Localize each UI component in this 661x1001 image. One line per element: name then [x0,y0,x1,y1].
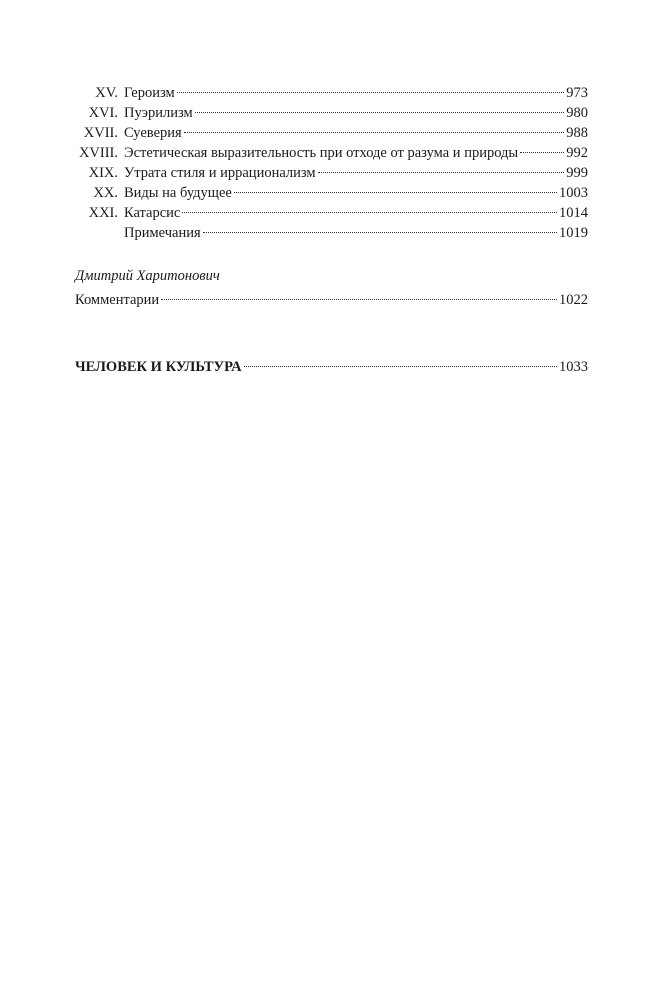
dot-leader [182,212,557,213]
chapter-number: XIX. [88,165,118,181]
dot-leader [195,112,565,113]
chapter-number: XVI. [88,105,118,121]
page-number: 1019 [559,225,588,241]
chapter-title: Эстетическая выразительность при отходе от разума и природы [124,145,519,161]
page-number: 1022 [559,292,588,308]
chapter-title: Пуэрилизм [124,105,193,121]
chapter-title: Катарсис [124,205,181,221]
chapter-title: Героизм [124,85,175,101]
page-number: 988 [566,125,588,141]
dot-leader [244,366,557,367]
toc-entry [75,83,588,103]
chapter-title: Суеверия [124,125,182,141]
page-number: 992 [566,145,588,161]
dot-leader [234,192,557,193]
chapter-number: XX. [93,185,118,201]
toc-entry [75,123,588,143]
dot-leader [177,92,565,93]
page-number: 999 [566,165,588,181]
page-number: 980 [566,105,588,121]
page-number: 973 [566,85,588,101]
dot-leader [203,232,557,233]
dot-leader [184,132,565,133]
page-number: 1003 [559,185,588,201]
chapter-number: XXI. [88,205,118,221]
toc-entry [75,103,588,123]
chapter-number: XVII. [83,125,118,141]
dot-leader [520,152,564,153]
toc-entry [75,163,588,183]
toc-entry [75,203,588,223]
page-number: 1014 [559,205,588,221]
chapter-number: XV. [95,85,118,101]
toc-section-heading [75,357,588,377]
table-of-contents [75,83,588,243]
commentary-title: Комментарии [75,292,160,308]
dot-leader [161,299,557,300]
chapter-title: Примечания [124,225,201,241]
author-name: Дмитрий Харитонович [75,268,220,284]
section-title: ЧЕЛОВЕК И КУЛЬТУРА [75,359,242,375]
chapter-title: Виды на будущее [124,185,232,201]
toc-entry-commentary [75,290,588,310]
chapter-title: Утрата стиля и иррационализм [124,165,316,181]
dot-leader [318,172,565,173]
page-number: 1033 [559,359,588,375]
toc-entry [75,143,588,163]
toc-entry-notes [75,223,588,243]
chapter-number: XVIII. [78,145,118,161]
toc-entry [75,183,588,203]
